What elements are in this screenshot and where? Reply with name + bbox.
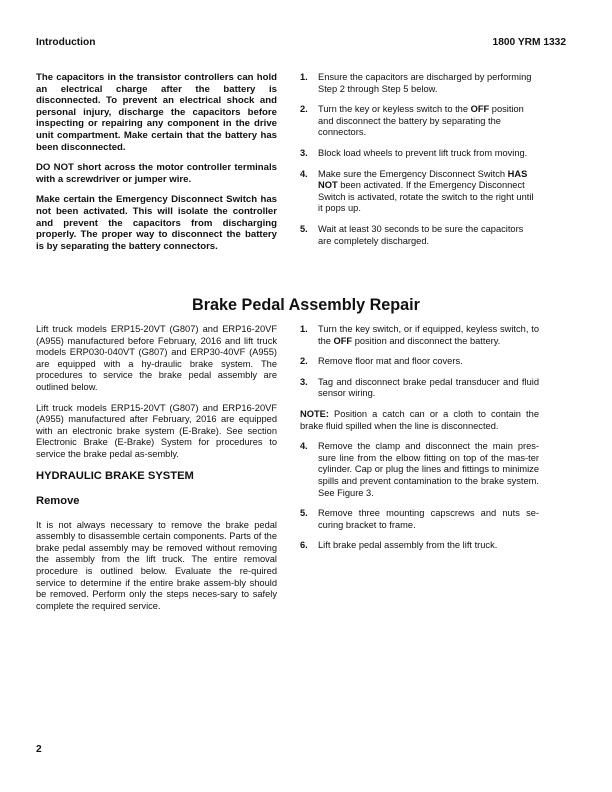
intro-paragraph: Lift truck models ERP15-20VT (G807) and ERP16-20VF (A955) manufactured after February, 2016 are equipped with an electronic brake system (E-Brake). See section Electronic Brake (E-Brake) System for procedures to service the brake pedal as-sembly. xyxy=(36,402,277,459)
left-body-column xyxy=(36,324,277,621)
intro-paragraph: Lift truck models ERP15-20VT (G807) and ERP16-20VF (A955) manufactured before February, 2016 and lift truck models ERP030-040VT (G807) and ERP30-40VF (A955) are equipped with a hy-draulic brake system. The procedures to service the brake pedal assembly are outlined below. xyxy=(36,324,277,392)
page-number: 2 xyxy=(36,744,42,755)
step-item: 6. Lift brake pedal assembly from the lift truck. xyxy=(300,540,498,551)
note-text: Position a catch can or a cloth to contain the brake fluid spilled when the line is disconnected. xyxy=(300,408,539,431)
discharge-steps-column xyxy=(300,72,539,256)
section-title: Brake Pedal Assembly Repair xyxy=(192,296,420,314)
remove-steps-continued xyxy=(300,441,539,552)
discharge-steps xyxy=(300,72,539,247)
remove-steps xyxy=(300,324,539,400)
remove-intro-paragraph: It is not always necessary to remove the brake pedal assembly to disassemble certain components. Parts of the brake pedal assembly may be removed without removing the assembly from the lift truck. The entire removal procedure is outlined below. Evaluate the re-quired service to determine if the entire brake assem-bly should be removed. Perform only the steps neces-sary to safely complete the required service. xyxy=(36,519,277,611)
step-item: 5. Remove three mounting capscrews and nuts se-curing bracket to frame. xyxy=(300,508,539,530)
warning-block xyxy=(36,72,277,261)
step-item: 3. Block load wheels to prevent lift truck from moving. xyxy=(300,147,528,158)
header-section: Introduction xyxy=(36,37,96,48)
step-item: 2. Turn the key or keyless switch to the OFF position and disconnect the battery by separating the connectors. xyxy=(300,104,524,138)
step-item: 1. Turn the key switch, or if equipped, keyless switch, to the OFF position and disconnect the battery. xyxy=(300,324,539,346)
step-item: 1. Ensure the capacitors are discharged by performing Step 2 through Step 5 below. xyxy=(300,72,532,94)
warning-paragraph: Make certain the Emergency Disconnect Switch has not been activated. This will isolate the controller and prevent the capacitors from discharging properly. The proper way to disconnect the battery is by separating the battery connectors. xyxy=(36,194,277,252)
note-label: NOTE: xyxy=(300,408,329,419)
step-item: 5. Wait at least 30 seconds to be sure the capacitors are completely discharged. xyxy=(300,223,524,246)
remove-heading: Remove xyxy=(36,494,80,507)
warning-paragraph: DO NOT short across the motor controller terminals with a screwdriver or jumper wire. xyxy=(36,162,277,185)
header-doc-id: 1800 YRM 1332 xyxy=(492,37,566,48)
note xyxy=(300,409,539,432)
hydraulic-heading: HYDRAULIC BRAKE SYSTEM xyxy=(36,469,194,482)
step-item: 3. Tag and disconnect brake pedal transducer and fluid sensor wiring. xyxy=(300,376,539,399)
right-body-column xyxy=(300,324,539,561)
warning-paragraph: The capacitors in the transistor controllers can hold an electrical charge after the battery is disconnected. To prevent an electrical shock and personal injury, discharge the capacitors before inspecting or repairing any component in the drive unit compartment. Make certain that the battery has been disconnected. xyxy=(36,72,277,153)
step-item: 4. Make sure the Emergency Disconnect Switch HAS NOT been activated. If the Emergency Disconnect Switch is activated, rotate the switch to the right until it pops up. xyxy=(300,168,534,214)
step-item: 4. Remove the clamp and disconnect the main pres-sure line from the elbow fitting on top of the mas-ter cylinder. Cap or plug the lines and fittings to minimize spills and prevent contamination to the brake system. See Figure 3. xyxy=(300,441,539,498)
step-item: 2. Remove floor mat and floor covers. xyxy=(300,356,463,367)
